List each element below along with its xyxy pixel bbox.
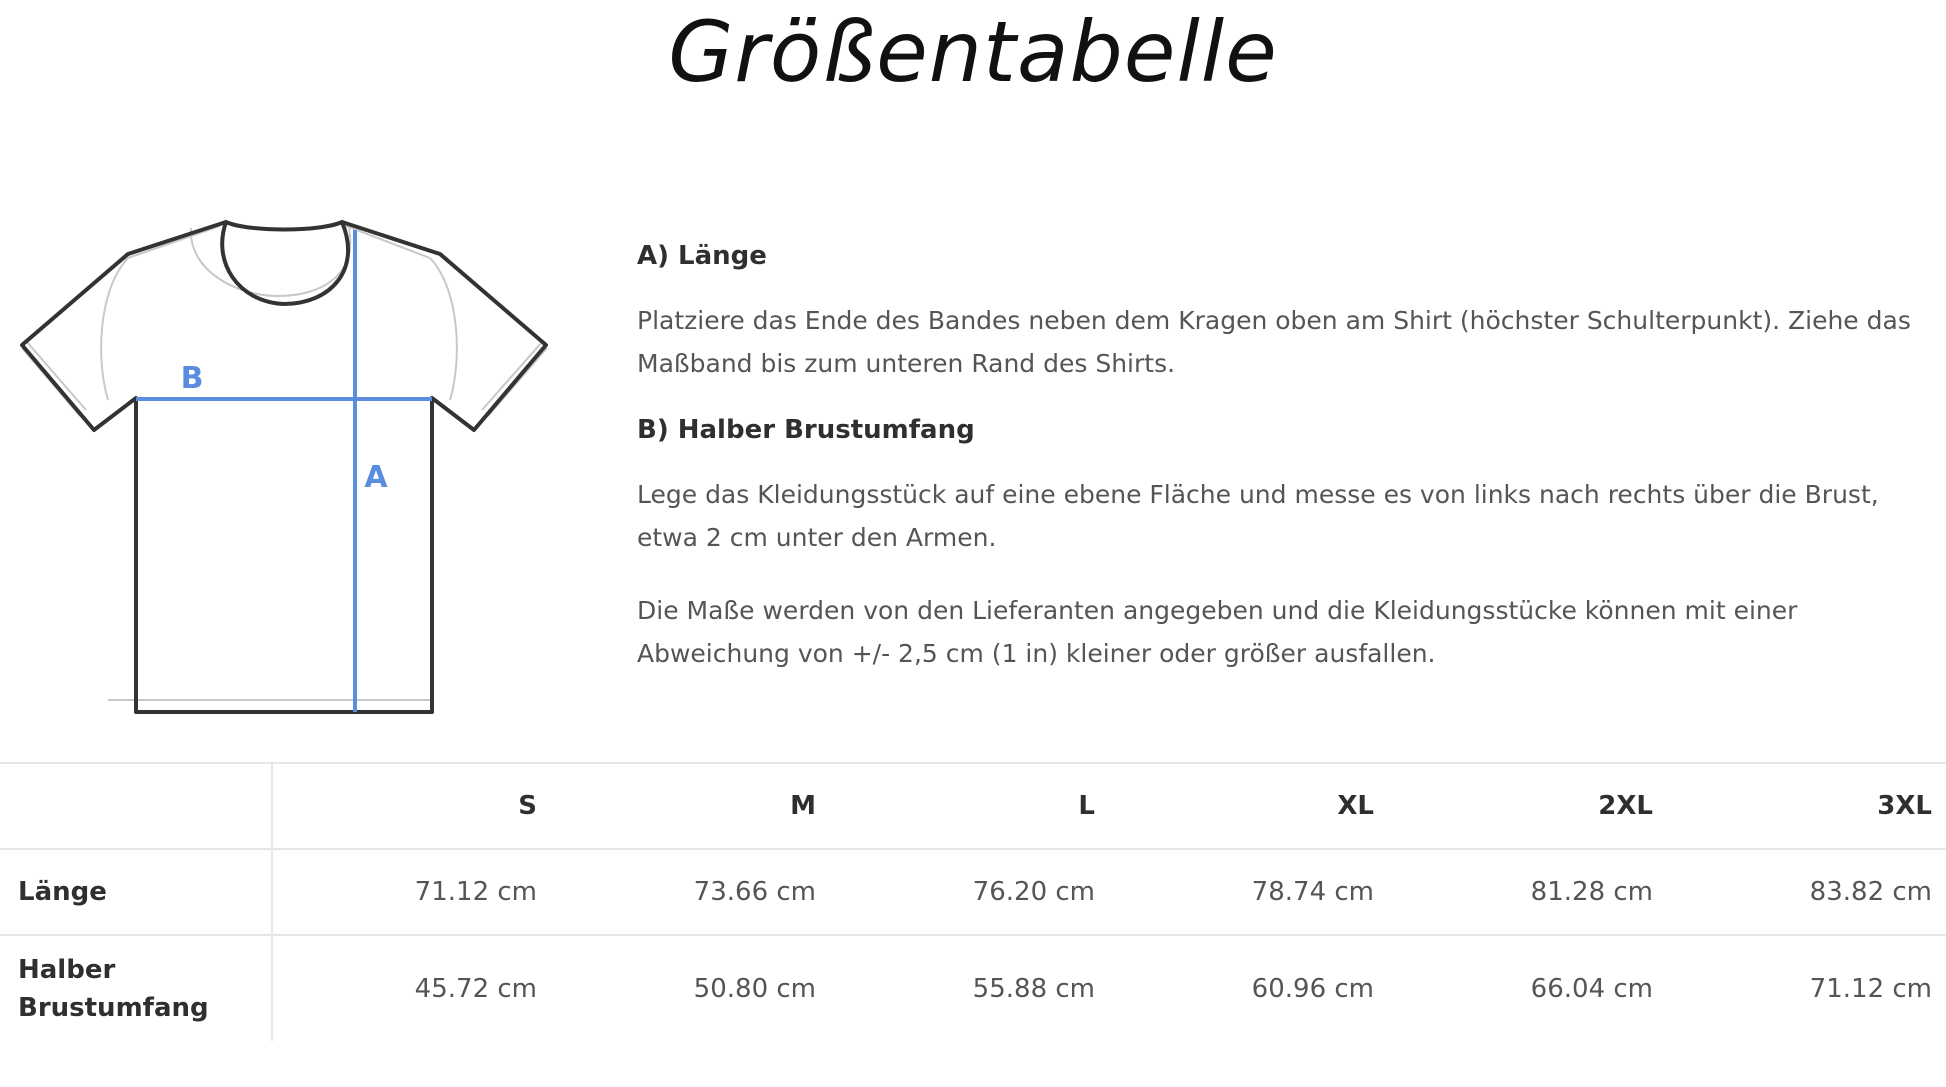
text-laenge: Platziere das Ende des Bandes neben dem Kragen oben am Shirt (höchster Schulterpunkt). Ziehe das Maßband bis zum unteren Rand des Shirts. <box>637 306 1911 378</box>
row-label-laenge: Länge <box>0 849 272 935</box>
table-cell: 50.80 cm <box>551 935 830 1041</box>
tshirt-seams <box>22 226 547 700</box>
table-cell: 71.12 cm <box>272 849 551 935</box>
text-brustumfang: Lege das Kleidungsstück auf eine ebene Fläche und messe es von links nach rechts über die Brust, etwa 2 cm unter den Armen. <box>637 480 1879 552</box>
table-cell: 76.20 cm <box>830 849 1109 935</box>
size-header: 2XL <box>1388 763 1667 849</box>
tshirt-collar <box>222 222 348 304</box>
table-row <box>0 935 1946 1041</box>
table-cell: 83.82 cm <box>1667 849 1946 935</box>
table-cell: 55.88 cm <box>830 935 1109 1041</box>
page-title: Größentabelle <box>668 3 1278 101</box>
size-header: 3XL <box>1667 763 1946 849</box>
tolerance-note: Die Maße werden von den Lieferanten angegeben und die Kleidungsstücke können mit einer Abweichung von +/- 2,5 cm (1 in) kleiner oder größer ausfallen. <box>637 596 1798 668</box>
size-table <box>0 762 1946 1041</box>
measure-label-a: A <box>364 460 388 495</box>
table-cell: 81.28 cm <box>1388 849 1667 935</box>
measure-label-b: B <box>180 361 204 396</box>
tshirt-measurement-diagram <box>16 210 552 720</box>
table-row <box>0 849 1946 935</box>
table-cell: 71.12 cm <box>1667 935 1946 1041</box>
size-header-row <box>0 763 1946 849</box>
heading-laenge: A) Länge <box>637 241 767 271</box>
table-cell: 60.96 cm <box>1109 935 1388 1041</box>
size-header: XL <box>1109 763 1388 849</box>
measurement-instructions <box>637 232 1937 705</box>
heading-brustumfang: B) Halber Brustumfang <box>637 415 975 445</box>
table-cell: 78.74 cm <box>1109 849 1388 935</box>
size-header: S <box>272 763 551 849</box>
table-cell: 66.04 cm <box>1388 935 1667 1041</box>
row-label-brustumfang: Halber Brustumfang <box>0 935 272 1041</box>
size-header: M <box>551 763 830 849</box>
size-header: L <box>830 763 1109 849</box>
table-cell: 45.72 cm <box>272 935 551 1041</box>
table-cell: 73.66 cm <box>551 849 830 935</box>
empty-corner-cell <box>0 763 272 849</box>
